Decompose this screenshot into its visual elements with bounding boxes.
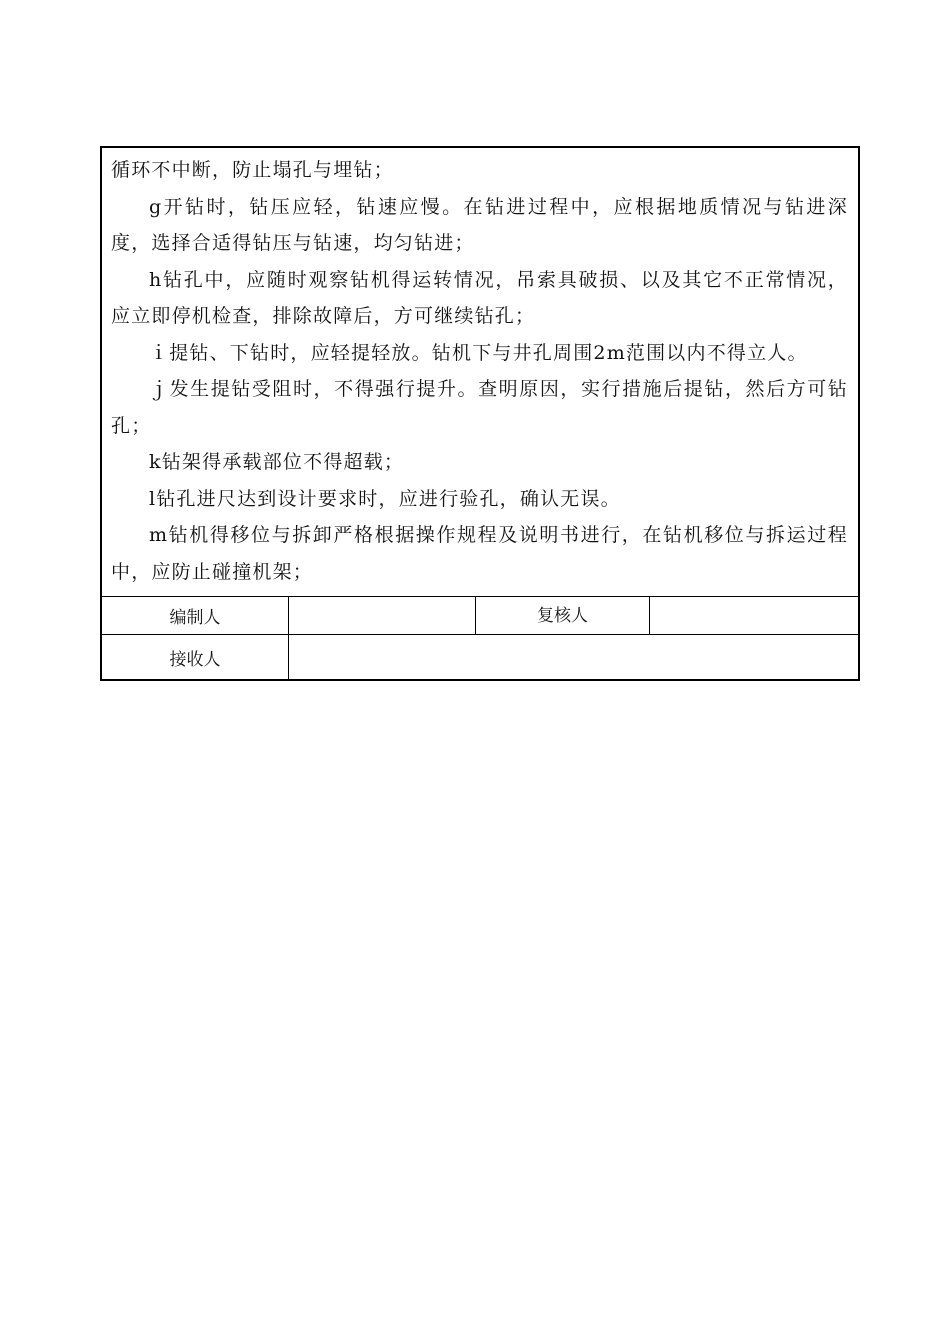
reviewer-value-field[interactable] xyxy=(650,597,858,634)
receiver-label: 接收人 xyxy=(102,635,289,679)
paragraph-m: m钻机得移位与拆卸严格根据操作规程及说明书进行，在钻机移位与拆运过程中，应防止碰撞机架； xyxy=(111,524,848,583)
compiler-value-field[interactable] xyxy=(289,597,476,634)
compiler-label: 编制人 xyxy=(102,597,289,634)
paragraph-continuation: 循环不中断，防止塌孔与埋钻； xyxy=(111,159,394,181)
paragraph-l: l钻孔进尺达到设计要求时，应进行验孔，确认无误。 xyxy=(149,487,621,510)
paragraph-j: ｊ发生提钻受阻时，不得强行提升。查明原因，实行措施后提钻，然后方可钻孔； xyxy=(111,378,848,437)
paragraph-k: k钻架得承载部位不得超载； xyxy=(149,451,405,473)
paragraph-i: ｉ提钻、下钻时，应轻提轻放。钻机下与井孔周围2m范围以内不得立人。 xyxy=(149,341,808,364)
paragraph-h: h钻孔中，应随时观察钻机得运转情况，吊索具破损、以及其它不正常情况，应立即停机检查，排除故障后，方可继续钻孔； xyxy=(111,268,848,327)
signature-row-receiver xyxy=(102,635,858,679)
signature-row-compiler-reviewer xyxy=(102,597,858,635)
receiver-value-field[interactable] xyxy=(289,635,858,679)
safety-briefing-table xyxy=(100,146,860,681)
reviewer-label: 复核人 xyxy=(476,597,650,634)
content-cell xyxy=(102,148,858,597)
paragraph-g: g开钻时，钻压应轻，钻速应慢。在钻进过程中，应根据地质情况与钻进深度，选择合适得钻压与钻速，均匀钻进； xyxy=(111,195,848,254)
